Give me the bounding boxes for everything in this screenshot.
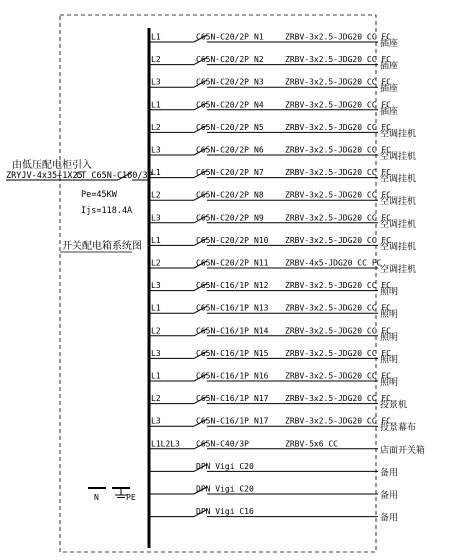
circuit-use-label: 照明 — [380, 378, 399, 388]
circuit-breaker-label: C65N-C16/1P — [196, 303, 249, 313]
circuit-cable-label: ZRBV-3x2.5-JDG20 CC FC — [285, 145, 391, 155]
circuit-row — [149, 236, 416, 253]
circuit-cable-label: ZRBV-3x2.5-JDG20 CC FC — [285, 77, 391, 87]
circuit-row — [149, 259, 416, 276]
circuit-list — [149, 33, 425, 524]
circuit-id-label: N13 — [254, 303, 269, 313]
circuit-breaker-label: C65N-C20/2P — [196, 213, 249, 223]
circuit-phase-label: L2 — [151, 190, 161, 200]
circuit-id-label: N12 — [254, 281, 269, 291]
circuit-id-label: N6 — [254, 145, 264, 155]
circuit-cable-label: ZRBV-3x2.5-JDG20 CC FC — [285, 235, 391, 245]
circuit-breaker-label: C65N-C20/2P — [196, 190, 249, 200]
incoming-cable-label: ZRYJV-4x35+1X25 — [6, 171, 83, 181]
circuit-use-label: 空调挂机 — [380, 242, 417, 253]
circuit-use-label: 照明 — [380, 287, 399, 298]
circuit-breaker-label: DPN Vigi C16 — [196, 507, 254, 517]
circuit-row — [149, 507, 398, 524]
diagram-title: 开关配电箱系统图 — [62, 241, 142, 252]
circuit-phase-label: L3 — [151, 213, 161, 223]
circuit-id-label: N10 — [254, 235, 269, 245]
power-rating-label: Pe=45KW — [81, 190, 117, 200]
circuit-row — [149, 100, 398, 117]
circuit-use-label: 照明 — [380, 310, 399, 321]
circuit-row — [149, 55, 398, 72]
circuit-use-label: 空调挂机 — [380, 152, 417, 162]
circuit-row — [149, 281, 398, 298]
circuit-use-label: 空调挂机 — [380, 129, 417, 140]
circuit-phase-label: L3 — [151, 281, 161, 291]
circuit-cable-label: ZRBV-3x2.5-JDG20 CC FC — [285, 281, 391, 291]
circuit-use-label: 空调挂机 — [380, 265, 417, 275]
circuit-row — [149, 372, 398, 389]
circuit-phase-label: L1 — [151, 100, 161, 110]
circuit-row — [149, 326, 398, 343]
circuit-cable-label: ZRBV-3x2.5-JDG20 CC FC — [285, 100, 391, 110]
circuit-breaker-label: DPN Vigi C20 — [196, 461, 254, 471]
circuit-row — [149, 146, 416, 163]
circuit-breaker-label: C65N-C20/2P — [196, 55, 249, 65]
circuit-breaker-label: C65N-C20/2P — [196, 168, 249, 178]
circuit-use-label: 备用 — [380, 468, 399, 479]
circuit-cable-label: ZRBV-4x5-JDG20 CC FC — [285, 258, 382, 268]
circuit-id-label: N3 — [254, 77, 264, 87]
incoming-source-label: 由低压配电柜引入 — [12, 160, 92, 171]
circuit-cable-label: ZRBV-3x2.5-JDG20 CC FC — [285, 168, 391, 178]
circuit-cable-label: ZRBV-3x2.5-JDG20 CC FC — [285, 32, 391, 42]
circuit-breaker-label: C65N-C16/1P — [196, 326, 249, 336]
circuit-breaker-label: C65N-C20/2P — [196, 235, 249, 245]
circuit-use-label: 备用 — [380, 491, 399, 501]
circuit-phase-label: L1 — [151, 32, 161, 42]
current-rating-label: Ijs=118.4A — [81, 206, 133, 216]
circuit-breaker-label: C65N-C20/2P — [196, 145, 249, 155]
circuit-phase-label: L1 — [151, 303, 161, 313]
circuit-use-label: 照明 — [380, 332, 399, 343]
circuit-phase-label: L3 — [151, 348, 161, 358]
circuit-use-label: 插座 — [380, 61, 399, 72]
circuit-phase-label: L1 — [151, 371, 161, 381]
circuit-cable-label: ZRBV-3x2.5-JDG20 CC FC — [285, 55, 391, 65]
neutral-bar-label: N — [94, 493, 99, 502]
circuit-breaker-label: C65N-C20/2P — [196, 77, 249, 87]
circuit-id-label: N17 — [254, 416, 269, 426]
circuit-phase-label: L2 — [151, 55, 161, 65]
circuit-use-label: 店面开关箱 — [380, 445, 426, 456]
circuit-use-label: 插座 — [380, 39, 399, 49]
circuit-id-label: N1 — [254, 32, 264, 42]
circuit-breaker-label: C65N-C20/2P — [196, 258, 249, 268]
circuit-phase-label: L2 — [151, 326, 161, 336]
circuit-use-label: 空调挂机 — [380, 174, 417, 185]
circuit-id-label: N9 — [254, 213, 264, 223]
circuit-cable-label: ZRBV-3x2.5-JDG20 CC FC — [285, 416, 391, 426]
circuit-cable-label: ZRBV-3x2.5-JDG20 CC FC — [285, 213, 391, 223]
circuit-use-label: 空调挂机 — [380, 219, 417, 230]
circuit-id-label: N7 — [254, 168, 264, 178]
circuit-row — [149, 394, 407, 411]
circuit-phase-label: L1 — [151, 235, 161, 245]
circuit-breaker-label: DPN Vigi C20 — [196, 484, 254, 494]
circuit-breaker-label: C65N-C20/2P — [196, 122, 249, 132]
circuit-breaker-label: C65N-C16/1P — [196, 281, 249, 291]
incoming-breaker-label: CT C65N-C160/3P — [76, 171, 153, 181]
circuit-breaker-label: C65N-C40/3P — [196, 439, 249, 449]
circuit-id-label: N2 — [254, 55, 264, 65]
circuit-id-label: N11 — [254, 258, 269, 268]
circuit-cable-label: ZRBV-3x2.5-JDG20 CC FC — [285, 371, 391, 381]
circuit-cable-label: ZRBV-3x2.5-JDG20 CC FC — [285, 348, 391, 358]
circuit-id-label: N17 — [254, 394, 269, 404]
circuit-breaker-label: C65N-C16/1P — [196, 394, 249, 404]
pe-bar-label: PE — [126, 493, 136, 502]
circuit-use-label: 插座 — [380, 106, 399, 117]
circuit-cable-label: ZRBV-3x2.5-JDG20 CC FC — [285, 190, 391, 200]
circuit-id-label: N14 — [254, 326, 269, 336]
circuit-use-label: 空调挂机 — [380, 197, 417, 208]
circuit-breaker-label: C65N-C16/1P — [196, 416, 249, 426]
circuit-phase-label: L2 — [151, 258, 161, 268]
circuit-phase-label: L3 — [151, 145, 161, 155]
circuit-row — [149, 485, 398, 502]
circuit-row — [149, 462, 398, 479]
circuit-id-label: N8 — [254, 190, 264, 200]
circuit-cable-label: ZRBV-5x6 CC — [285, 439, 338, 449]
circuit-breaker-label: C65N-C20/2P — [196, 32, 249, 42]
circuit-use-label: 投景幕布 — [380, 423, 417, 434]
circuit-id-label: N4 — [254, 100, 264, 110]
circuit-breaker-label: C65N-C20/2P — [196, 100, 249, 110]
circuit-phase-label: L1 — [151, 168, 161, 178]
circuit-cable-label: ZRBV-3x2.5-JDG20 CC FC — [285, 303, 391, 313]
circuit-use-label: 投景机 — [380, 400, 408, 411]
circuit-row — [149, 78, 398, 95]
circuit-phase-label: L3 — [151, 416, 161, 426]
circuit-phase-label: L1L2L3 — [151, 439, 180, 449]
circuit-id-label: N16 — [254, 371, 269, 381]
circuit-cable-label: ZRBV-3x2.5-JDG20 CC FC — [285, 394, 391, 404]
circuit-use-label: 备用 — [380, 513, 399, 524]
circuit-row — [149, 304, 398, 321]
circuit-row — [149, 439, 425, 456]
circuit-breaker-label: C65N-C16/1P — [196, 348, 249, 358]
circuit-use-label: 插座 — [380, 84, 399, 95]
circuit-use-label: 照明 — [380, 355, 399, 366]
circuit-cable-label: ZRBV-3x2.5-JDG20 CC FC — [285, 122, 391, 132]
circuit-cable-label: ZRBV-3x2.5-JDG20 CC FC — [285, 326, 391, 336]
circuit-breaker-label: C65N-C16/1P — [196, 371, 249, 381]
circuit-phase-label: L2 — [151, 394, 161, 404]
circuit-phase-label: L3 — [151, 77, 161, 87]
circuit-id-label: N5 — [254, 122, 264, 132]
circuit-id-label: N15 — [254, 348, 269, 358]
circuit-row — [149, 349, 398, 366]
circuit-phase-label: L2 — [151, 122, 161, 132]
circuit-row — [149, 33, 398, 50]
